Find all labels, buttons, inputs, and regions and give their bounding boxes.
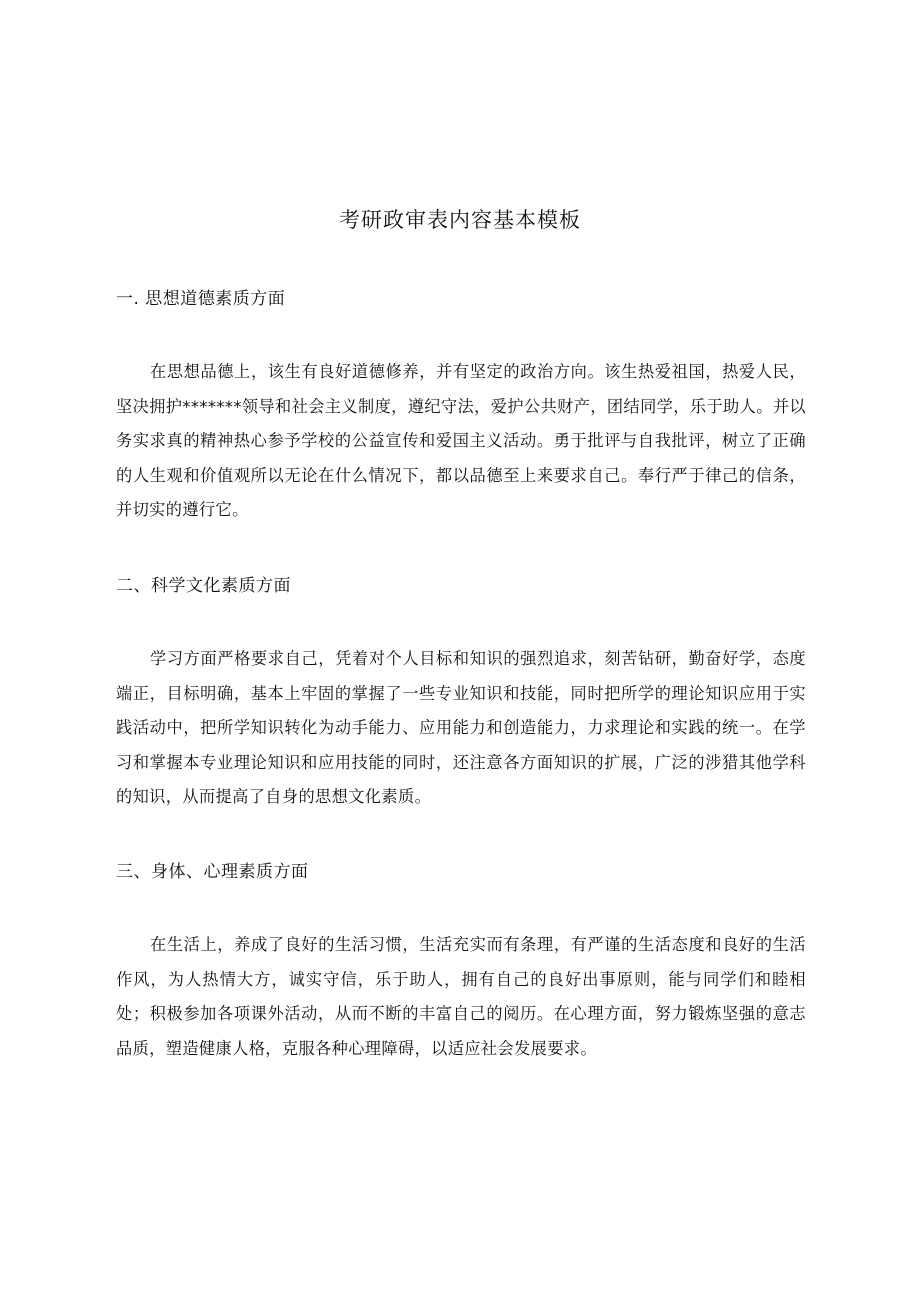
- section-paragraph: 学习方面严格要求自己，凭着对个人目标和知识的强烈追求，刻苦钻研，勤奋好学，态度端正，目标明确，基本上牢固的掌握了一些专业知识和技能，同时把所学的理论知识应用于实践活动中，把所学知识转化为动手能力、应用能力和创造能力，力求理论和实践的统一。在学习和掌握本专业理论知识和应用技能的同时，还注意各方面知识的扩展，广泛的涉猎其他学科的知识，从而提高了自身的思想文化素质。: [116, 649, 806, 806]
- section-heading: 一. 思想道德素质方面: [116, 289, 286, 309]
- section-moral-quality: [116, 287, 806, 528]
- section-physical-mental-quality: [116, 860, 806, 1066]
- section-paragraph: 在生活上，养成了良好的生活习惯，生活充实而有条理，有严谨的生活态度和良好的生活作风，为人热情大方，诚实守信，乐于助人，拥有自己的良好出事原则，能与同学们和睦相处；积极参加各项课外活动，从而不断的丰富自己的阅历。在心理方面，努力锻炼坚强的意志品质，塑造健康人格，克服各种心理障碍，以适应社会发展要求。: [116, 935, 806, 1058]
- section-heading: 二、科学文化素质方面: [116, 576, 291, 596]
- page-title: 考研政审表内容基本模板: [339, 208, 581, 232]
- section-science-culture-quality: [116, 574, 806, 815]
- section-heading: 三、身体、心理素质方面: [116, 862, 309, 882]
- section-paragraph: 在思想品德上，该生有良好道德修养，并有坚定的政治方向。该生热爱祖国，热爱人民，坚决拥护*******领导和社会主义制度，遵纪守法，爱护公共财产，团结同学，乐于助人。并以务实求真的精神热心参予学校的公益宣传和爱国主义活动。勇于批评与自我批评，树立了正确的人生观和价值观所以无论在什么情况下，都以品德至上来要求自己。奉行严于律己的信条，并切实的遵行它。: [116, 362, 806, 519]
